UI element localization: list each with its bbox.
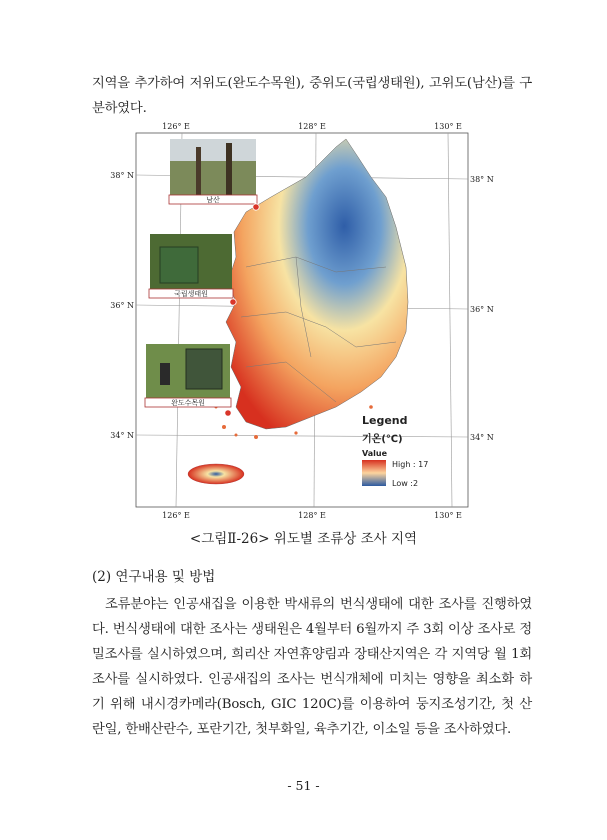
photo-namsan: [169, 139, 259, 210]
legend-high: High : 17: [392, 460, 429, 469]
lon-tick-bottom-126: 126° E: [162, 511, 190, 520]
lon-tick-top-126: 126° E: [162, 122, 190, 131]
lon-tick-top-128: 128° E: [298, 122, 326, 131]
lat-tick-right-38: 38° N: [470, 175, 494, 184]
legend-title: Legend: [362, 414, 408, 427]
intro-paragraph: [92, 71, 532, 121]
lon-tick-top-130: 130° E: [434, 122, 462, 131]
photo-label-wando: 완도수목원: [171, 399, 205, 407]
body-section: [92, 592, 532, 742]
lat-tick-right-34: 34° N: [470, 433, 494, 442]
body-paragraph: 조류분야는 인공새집을 이용한 박새류의 번식생태에 대한 조사를 진행하였다. 번식생태에 대한 조사는 생태원은 4월부터 6월까지 주 3회 이상 조사로 정밀조사를 실시하였으며, 희리산 자연휴양림과 장태산지역은 각 지역당 월 1회 조사를 실시하였다. 인공새집의 조사는 번식개체에 미치는 영향을 최소화 하기 위해 내시경카메라(Bosch, GIC 120C)를 이용하여 둥지조성기간, 첫 산란일, 한배산란수, 포란기간, 첫부화일, 육추기간, 이소일 등을 조사하였다.: [92, 597, 532, 737]
photo-label-namsan: 남산: [206, 196, 220, 204]
figure-caption: <그림Ⅱ-26> 위도별 조류상 조사 지역: [189, 531, 418, 547]
photo-label-nie: 국립생태원: [174, 290, 208, 298]
section-heading: (2) 연구내용 및 방법: [92, 569, 216, 585]
lon-tick-bottom-130: 130° E: [434, 511, 462, 520]
legend-value-label: Value: [362, 449, 388, 458]
jeju-island: [188, 464, 244, 484]
lat-tick-left-34: 34° N: [110, 431, 134, 440]
page-number: - 51 -: [287, 778, 320, 793]
lon-tick-bottom-128: 128° E: [298, 511, 326, 520]
photo-nie: [149, 234, 236, 305]
legend-low: Low :2: [392, 479, 419, 488]
legend-subtitle: 기온(℃): [362, 434, 403, 445]
lat-tick-left-36: 36° N: [110, 301, 134, 310]
lat-tick-right-36: 36° N: [470, 305, 494, 314]
intro-text: 지역을 추가하여 저위도(완도수목원), 중위도(국립생태원), 고위도(남산)를 구분하였다.: [92, 76, 532, 116]
lat-tick-left-38: 38° N: [110, 171, 134, 180]
legend-color-ramp: [362, 460, 386, 486]
latitude-survey-map-figure: [96, 117, 494, 522]
photo-wando: [145, 344, 231, 416]
